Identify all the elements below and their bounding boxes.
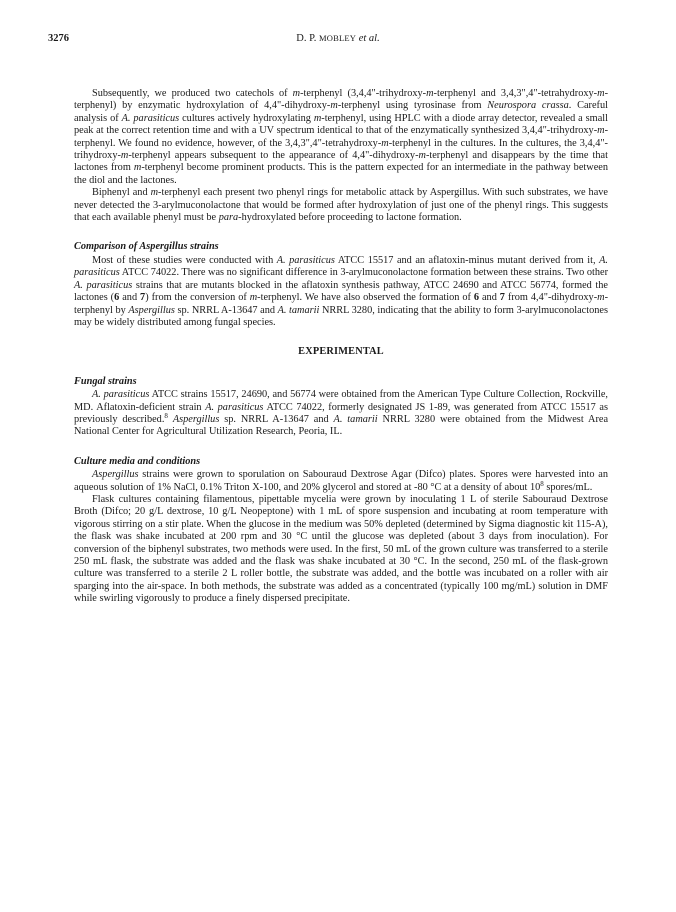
subheading-comparison: Comparison of Aspergillus strains [74, 241, 219, 253]
author-surname: MOBLEY [319, 33, 357, 43]
subheading-culture-media: Culture media and conditions [74, 455, 201, 467]
paragraph-comparison: Most of these studies were conducted with A. parasiticus ATCC 15517 and an aflatoxin-minus mutant derived from it, A. parasiticus ATCC 74022. There was no significant difference in 3-arylmuconolactone formation between these strains. Two other A. parasiticus strains that are mutants blocked in the aflatoxin synthesis pathway, ATCC 24690 and ATCC 56774, formed the lactones (6 and 7) from the conversion of m-terphenyl. We have also observed the formation of 6 and 7 from 4,4"-dihydroxy-m-terphenyl by Aspergillus sp. NRRL A-13647 and A. tamarii NRRL 3280, indicating that the ability to form 3-arylmuconolactones may be widely distributed among fungal species. [74, 254, 609, 328]
paragraph-flask-cultures: Flask cultures containing filamentous, pipettable mycelia were grown by inoculating 1 L of sterile Sabouraud Dextrose Broth (Difco; 20 g/L dextrose, 10 g/L Neopeptone) with 1 mL of spore suspension and incubating at room temperature with vigorous stirring on a stir plate. When the glucose in the medium was 50% depleted (determined by Sigma diagnostic kit 115-A), the flask was shake incubated at 200 rpm and 30 °C until the glucose was depleted (about 3 days from inoculation). For conversion of the biphenyl substrates, two methods were used. In the first, 50 mL of the grown culture was transferred to a sterile 250 mL flask, the substrate was added and the flask was shake incubated at 30 °C. In the second, 250 mL of the flask-grown culture was transferred to a sterile 2 L roller bottle, the substrate was added, and the bottle was incubated on a roller with air sparging into the air-space. In both methods, the substrate was added as a concentrated (typically 100 mg/mL) solution in DMF while swirling vigorously to produce a finely dispersed precipitate. [74, 493, 608, 605]
paragraph-catechols: Subsequently, we produced two catechols of m-terphenyl (3,4,4"-trihydroxy-m-terphenyl and 3,4,3",4"-tetrahydroxy-m-terphenyl) by enzymatic hydroxylation of 4,4"-dihydroxy-m-terphenyl using tyrosinase from Neurospora crassa. Careful analysis of A. parasiticus cultures actively hydroxylating m-terphenyl, using HPLC with a diode array detector, revealed a small peak at the correct retention time and with a UV spectrum identical to that of the enzymatically synthesized 3,4,4"-trihydroxy-m-terphenyl. We found no evidence, however, of the 3,4,3",4"-tetrahydroxy-m-terphenyl in the cultures. In the cultures, the 3,4,4"-trihydroxy-m-terphenyl appears subsequent to the appearance of 4,4"-dihydroxy-m-terphenyl and disappears by the time that lactones from m-terphenyl become prominent products. This is the pattern expected for an intermediate in the pathway between the diol and the lactones. [74, 88, 608, 186]
author-initials: D. P. [296, 33, 320, 44]
section-heading-experimental: EXPERIMENTAL [298, 346, 384, 358]
exponent: 8 [540, 479, 544, 488]
page-header [48, 33, 628, 47]
article-body [74, 88, 608, 606]
page-number: 3276 [48, 33, 69, 44]
paragraph-phenyl-rings: Biphenyl and m-terphenyl each present two phenyl rings for metabolic attack by Aspergillus. With such substrates, we have never detected the 3-arylmuconolactone that would be formed after hydroxylation of just one of the phenyl rings. This suggests that each available phenyl must be para-hydroxylated before proceeding to lactone formation. [74, 187, 608, 224]
author-suffix: et al. [356, 33, 380, 44]
paragraph-sporulation: Aspergillus strains were grown to sporulation on Sabouraud Dextrose Agar (Difco) plates. Spores were harvested into an aqueous solution of 1% NaCl, 0.1% Triton X-100, and 20% glycerol and stored at -80 °C at a density of about $10^8$ spores/mL. [74, 469, 608, 493]
running-head [48, 33, 628, 44]
paragraph-fungal-strains: A. parasiticus ATCC strains 15517, 24690, and 56774 were obtained from the American Type Culture Collection, Rockville, MD. Aflatoxin-deficient strain A. parasiticus ATCC 74022, formerly designated JS 1-89, was generated from ATCC 15517 as previously described.$^8$ Aspergillus sp. NRRL A-13647 and A. tamarii NRRL 3280 were obtained from the Midwest Area National Center for Agricultural Utilization Research, Peoria, IL. [74, 389, 609, 438]
reference-citation: 8 [164, 411, 168, 420]
subheading-fungal-strains: Fungal strains [74, 375, 137, 387]
